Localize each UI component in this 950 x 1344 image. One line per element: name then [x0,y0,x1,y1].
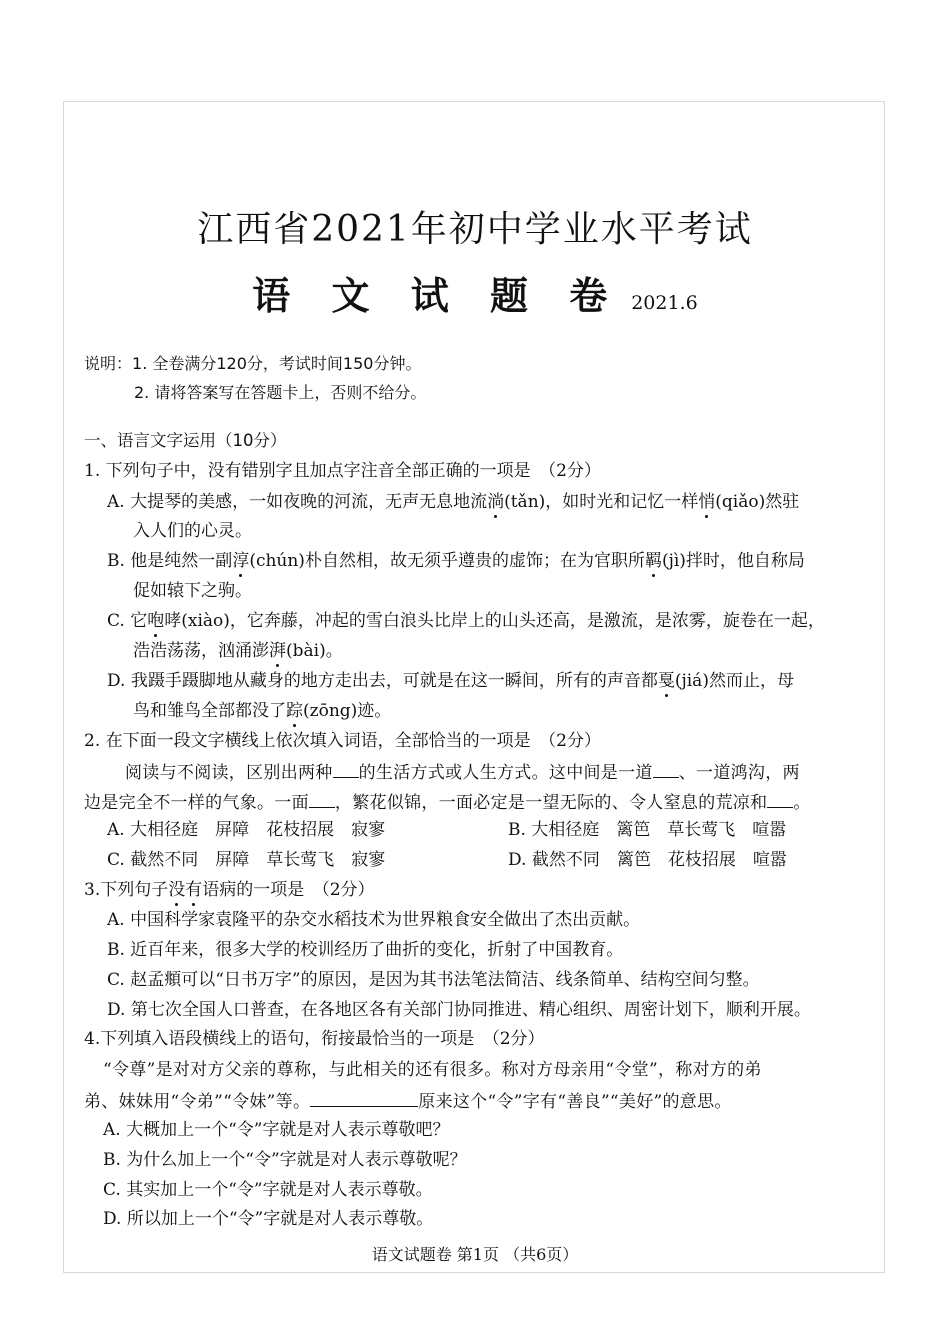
fill-blank [767,793,793,808]
question-4-passage-line-1: “令尊”是对对方父亲的尊称，与此相关的还有很多。称对方母亲用“令堂”，称对方的弟 [103,1060,762,1080]
question-2-stem: 2. 在下面一段文字横线上依次填入词语，全部恰当的一项是 （2分） [84,731,601,751]
question-4-option-d: D. 所以加上一个“令”字就是对人表示尊敬。 [103,1209,434,1229]
question-1-option-b-cont: 促如辕下之驹。 [133,581,252,601]
question-3-stem: 3.下列句子没有语病的一项是 （2分） [84,880,375,900]
question-1-option-b: B. 他是纯然一副淳(chún)朴自然相，故无须乎遵贵的虚饰；在为官职所羁(jì)拌时，他自称局 [107,551,805,571]
fill-blank [310,1092,418,1107]
page-footer: 语文试题卷 第1页 （共6页） [371,1245,579,1264]
exam-subtitle: 语 文 试 题 卷 [252,274,622,318]
dotted-char: 踪 [286,701,303,721]
question-2-passage-line-1: 阅读与不阅读，区别出两种 的生活方式或人生方式。这中间是一道 、一道鸿沟，两 [125,763,800,783]
exam-title: 江西省2021年初中学业水平考试 [197,209,753,250]
question-1-stem: 1. 下列句子中，没有错别字且加点字注音全部正确的一项是 （2分） [84,461,601,481]
instructions-label: 说明： [84,354,133,373]
question-2-option-b: B. 大相径庭 篱笆 草长莺飞 喧嚣 [508,820,787,840]
question-1-option-a: A. 大提琴的美感，一如夜晚的河流，无声无息地流淌(tǎn)，如时光和记忆一样悄(qiǎo)然驻 [107,492,800,512]
dotted-char: 咆 [147,611,165,631]
question-4-option-a: A. 大概加上一个“令”字就是对人表示尊敬吧？ [103,1120,450,1140]
fill-blank [653,763,679,778]
question-1-option-d: D. 我蹑手蹑脚地从藏身的地方走出去，可就是在这一瞬间，所有的声音都戛(jiá)然而止，母 [107,671,794,691]
dotted-char: 戛 [657,671,675,691]
subtitle-row [0,274,950,318]
question-4-passage-line-2: 弟、妹妹用“令弟”“令妹”等。 原来这个“令”字有“善良”“美好”的意思。 [84,1092,732,1112]
question-2-passage-line-2: 边是完全不一样的气象。一面 ，繁花似锦，一面必定是一望无际的、令人窒息的荒凉和 。 [84,793,811,813]
section-heading: 一、语言文字运用（10分） [84,431,287,450]
dotted-char: 淌 [487,492,505,512]
exam-date: 2021.6 [631,292,698,314]
question-1-option-a-cont: 入人们的心灵。 [133,521,252,541]
question-3-option-c: C. 赵孟頫可以“日书万字”的原因，是因为其书法笔法简洁、线条简单、结构空间匀整。 [107,970,760,990]
question-4-option-b: B. 为什么加上一个“令”字就是对人表示尊敬呢？ [103,1150,467,1170]
question-3-option-a: A. 中国科学家袁隆平的杂交水稻技术为世界粮食安全做出了杰出贡献。 [107,910,641,930]
instruction-2: 2. 请将答案写在答题卡上，否则不给分。 [134,383,427,402]
question-4-option-c: C. 其实加上一个“令”字就是对人表示尊敬。 [103,1180,433,1200]
instructions-line-1 [84,356,421,372]
question-2-option-c: C. 截然不同 屏障 草长莺飞 寂寥 [107,850,386,870]
fill-blank [309,793,335,808]
dotted-char: 淳 [232,551,250,571]
dotted-char: 湃 [269,641,286,661]
question-1-option-c-cont: 浩浩荡荡，汹涌澎湃(bài)。 [133,641,343,661]
question-2-option-d: D. 截然不同 篱笆 花枝招展 喧嚣 [508,850,787,870]
question-4-stem: 4.下列填入语段横线上的语句，衔接最恰当的一项是 （2分） [84,1029,545,1049]
dotted-char: 没 [168,880,186,900]
question-3-option-b: B. 近百年来，很多大学的校训经历了曲折的变化，折射了中国教育。 [107,940,624,960]
dotted-char: 羁 [644,551,662,571]
question-2-option-a: A. 大相径庭 屏障 花枝招展 寂寥 [107,820,386,840]
question-3-option-d: D. 第七次全国人口普查，在各地区各有关部门协同推进、精心组织、周密计划下，顺利开展。 [107,1000,811,1020]
question-1-option-d-cont: 鸟和雏鸟全部都没了踪(zōng)迹。 [133,701,392,721]
fill-blank [333,763,359,778]
instruction-1: 1. 全卷满分120分，考试时间150分钟。 [132,354,422,373]
question-1-option-c: C. 它咆哮(xiào)，它奔藤，冲起的雪白浪头比岸上的山头还高，是激流，是浓雾，旋卷在一起， [107,611,825,631]
dotted-char: 有 [185,880,203,900]
dotted-char: 悄 [698,492,716,512]
